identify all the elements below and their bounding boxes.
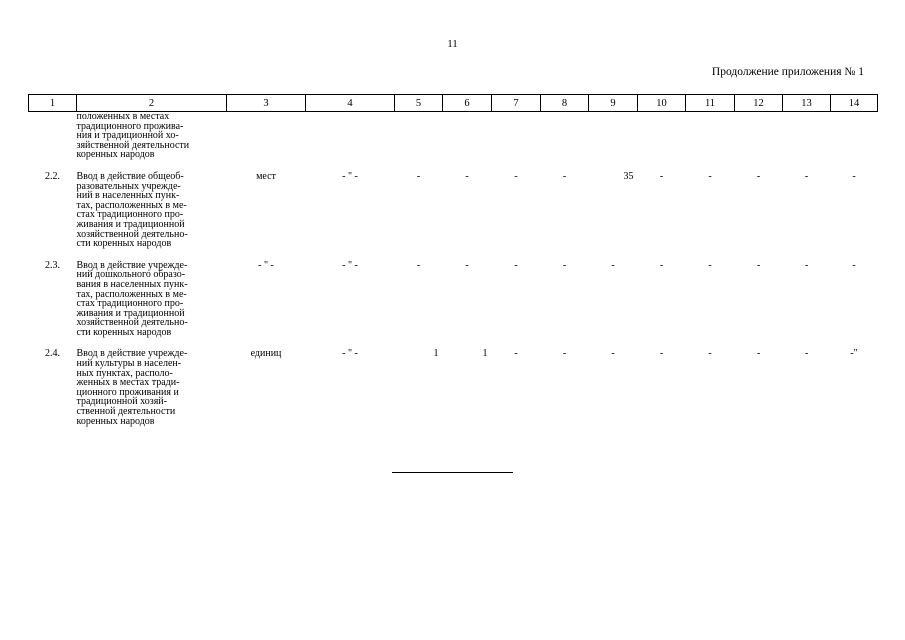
value-cell: - <box>562 259 567 271</box>
value-cell: - <box>659 348 664 360</box>
value-cell: 35 <box>623 170 634 182</box>
value-cell: 1 <box>433 348 439 360</box>
table-row <box>29 261 878 338</box>
description-line: Ввод в действие учрежде- <box>76 348 188 360</box>
row-spacer <box>29 249 878 261</box>
column-header: 7 <box>492 95 541 112</box>
value-cell: - <box>756 170 761 182</box>
description-line: тах, расположенных в ме- <box>76 288 187 300</box>
table-row <box>29 172 878 249</box>
value-cell: - <box>756 348 761 360</box>
unit-cell: мест <box>256 170 276 182</box>
description-line: коренных народов <box>76 415 155 427</box>
description-line: ния и традиционной хо- <box>76 130 179 142</box>
value-cell: - <box>562 170 567 182</box>
description-line: ний дошкольного образо- <box>76 269 186 281</box>
value-cell: - <box>611 348 615 360</box>
description-line: ционного проживания и <box>76 386 179 398</box>
description-line: женных в местах тради- <box>76 377 180 389</box>
value-cell: - <box>465 170 469 182</box>
appendix-continuation-label: Продолжение приложения № 1 <box>711 66 864 78</box>
value-cell: - <box>514 348 518 360</box>
value-cell: - <box>804 259 809 271</box>
value-cell: - <box>804 170 809 182</box>
row-number: 2.4. <box>45 348 60 360</box>
value-cell: - <box>416 259 421 271</box>
value-cell: - " - <box>342 259 358 271</box>
spacer-cell <box>29 249 878 261</box>
column-header: 9 <box>589 95 638 112</box>
end-of-document-rule <box>392 472 513 473</box>
value-cell: - " - <box>342 348 358 360</box>
description-line: тах, расположенных в ме- <box>76 199 187 211</box>
unit-cell: единиц <box>250 348 282 360</box>
column-header: 1 <box>29 95 77 112</box>
row-number: 2.2. <box>45 170 60 182</box>
value-cell: - <box>852 259 856 271</box>
row-description <box>77 261 227 338</box>
column-header: 14 <box>831 95 878 112</box>
description-line: коренных народов <box>76 149 155 161</box>
description-line: ственной деятельности <box>76 406 176 418</box>
value-cell: - <box>708 170 712 182</box>
description-line: Ввод в действие учрежде- <box>76 259 188 271</box>
description-line: традиционной хозяй- <box>76 396 167 408</box>
description-line: традиционного прожива- <box>76 120 184 132</box>
description-line: зяйственной деятельности <box>76 139 190 151</box>
description-line: ний в населенных пунк- <box>76 190 180 202</box>
description-line: стах традиционного про- <box>76 298 184 310</box>
column-header: 10 <box>638 95 686 112</box>
row-number <box>29 112 77 160</box>
row-description <box>77 112 227 160</box>
value-cell: - <box>659 259 664 271</box>
value-cell: - <box>852 170 856 182</box>
value-cell: - <box>804 348 809 360</box>
value-cell: - <box>611 259 615 271</box>
value-cell: - <box>562 348 567 360</box>
description-line: сти коренных народов <box>76 238 172 250</box>
column-header: 6 <box>443 95 492 112</box>
data-table <box>28 94 878 426</box>
description-line: ний культуры в населен- <box>76 358 182 370</box>
value-cell: - <box>708 259 712 271</box>
unit-cell: - " - <box>258 259 274 271</box>
header-row <box>29 95 878 112</box>
description-line: разовательных учрежде- <box>76 180 181 192</box>
value-cell: -" <box>850 348 858 360</box>
column-header: 5 <box>395 95 443 112</box>
description-line: ных пунктах, располо- <box>76 367 173 379</box>
description-line: вания в населенных пунк- <box>76 278 188 290</box>
value-cell: - <box>708 348 712 360</box>
value-cell: - <box>465 259 469 271</box>
description-line: стах традиционного про- <box>76 209 184 221</box>
value-cell: 1 <box>482 348 488 360</box>
description-line: живания и традиционной <box>76 307 185 319</box>
column-header: 8 <box>541 95 589 112</box>
column-header: 12 <box>735 95 783 112</box>
row-number: 2.3. <box>45 259 60 271</box>
description-line: живания и традиционной <box>76 218 185 230</box>
table-row <box>29 349 878 426</box>
row-description <box>77 172 227 249</box>
value-cell: - <box>416 170 421 182</box>
description-line: положенных в местах <box>76 111 170 122</box>
page-number: 11 <box>447 38 458 50</box>
description-line: хозяйственной деятельно- <box>76 317 188 329</box>
value-cell: - " - <box>342 170 358 182</box>
value-cell: - <box>756 259 761 271</box>
table-row-continued <box>29 112 878 160</box>
column-header: 11 <box>686 95 735 112</box>
column-header: 3 <box>227 95 306 112</box>
table-header <box>29 95 878 112</box>
description-line: хозяйственной деятельно- <box>76 228 188 240</box>
column-header: 2 <box>77 95 227 112</box>
value-cell: - <box>659 170 664 182</box>
description-line: сти коренных народов <box>76 326 172 338</box>
row-description <box>77 349 227 426</box>
value-cell: - <box>514 259 518 271</box>
value-cell: - <box>514 170 518 182</box>
column-header: 4 <box>306 95 395 112</box>
description-line: Ввод в действие общеоб- <box>76 170 184 182</box>
empty-cells <box>227 112 878 160</box>
column-header: 13 <box>783 95 831 112</box>
